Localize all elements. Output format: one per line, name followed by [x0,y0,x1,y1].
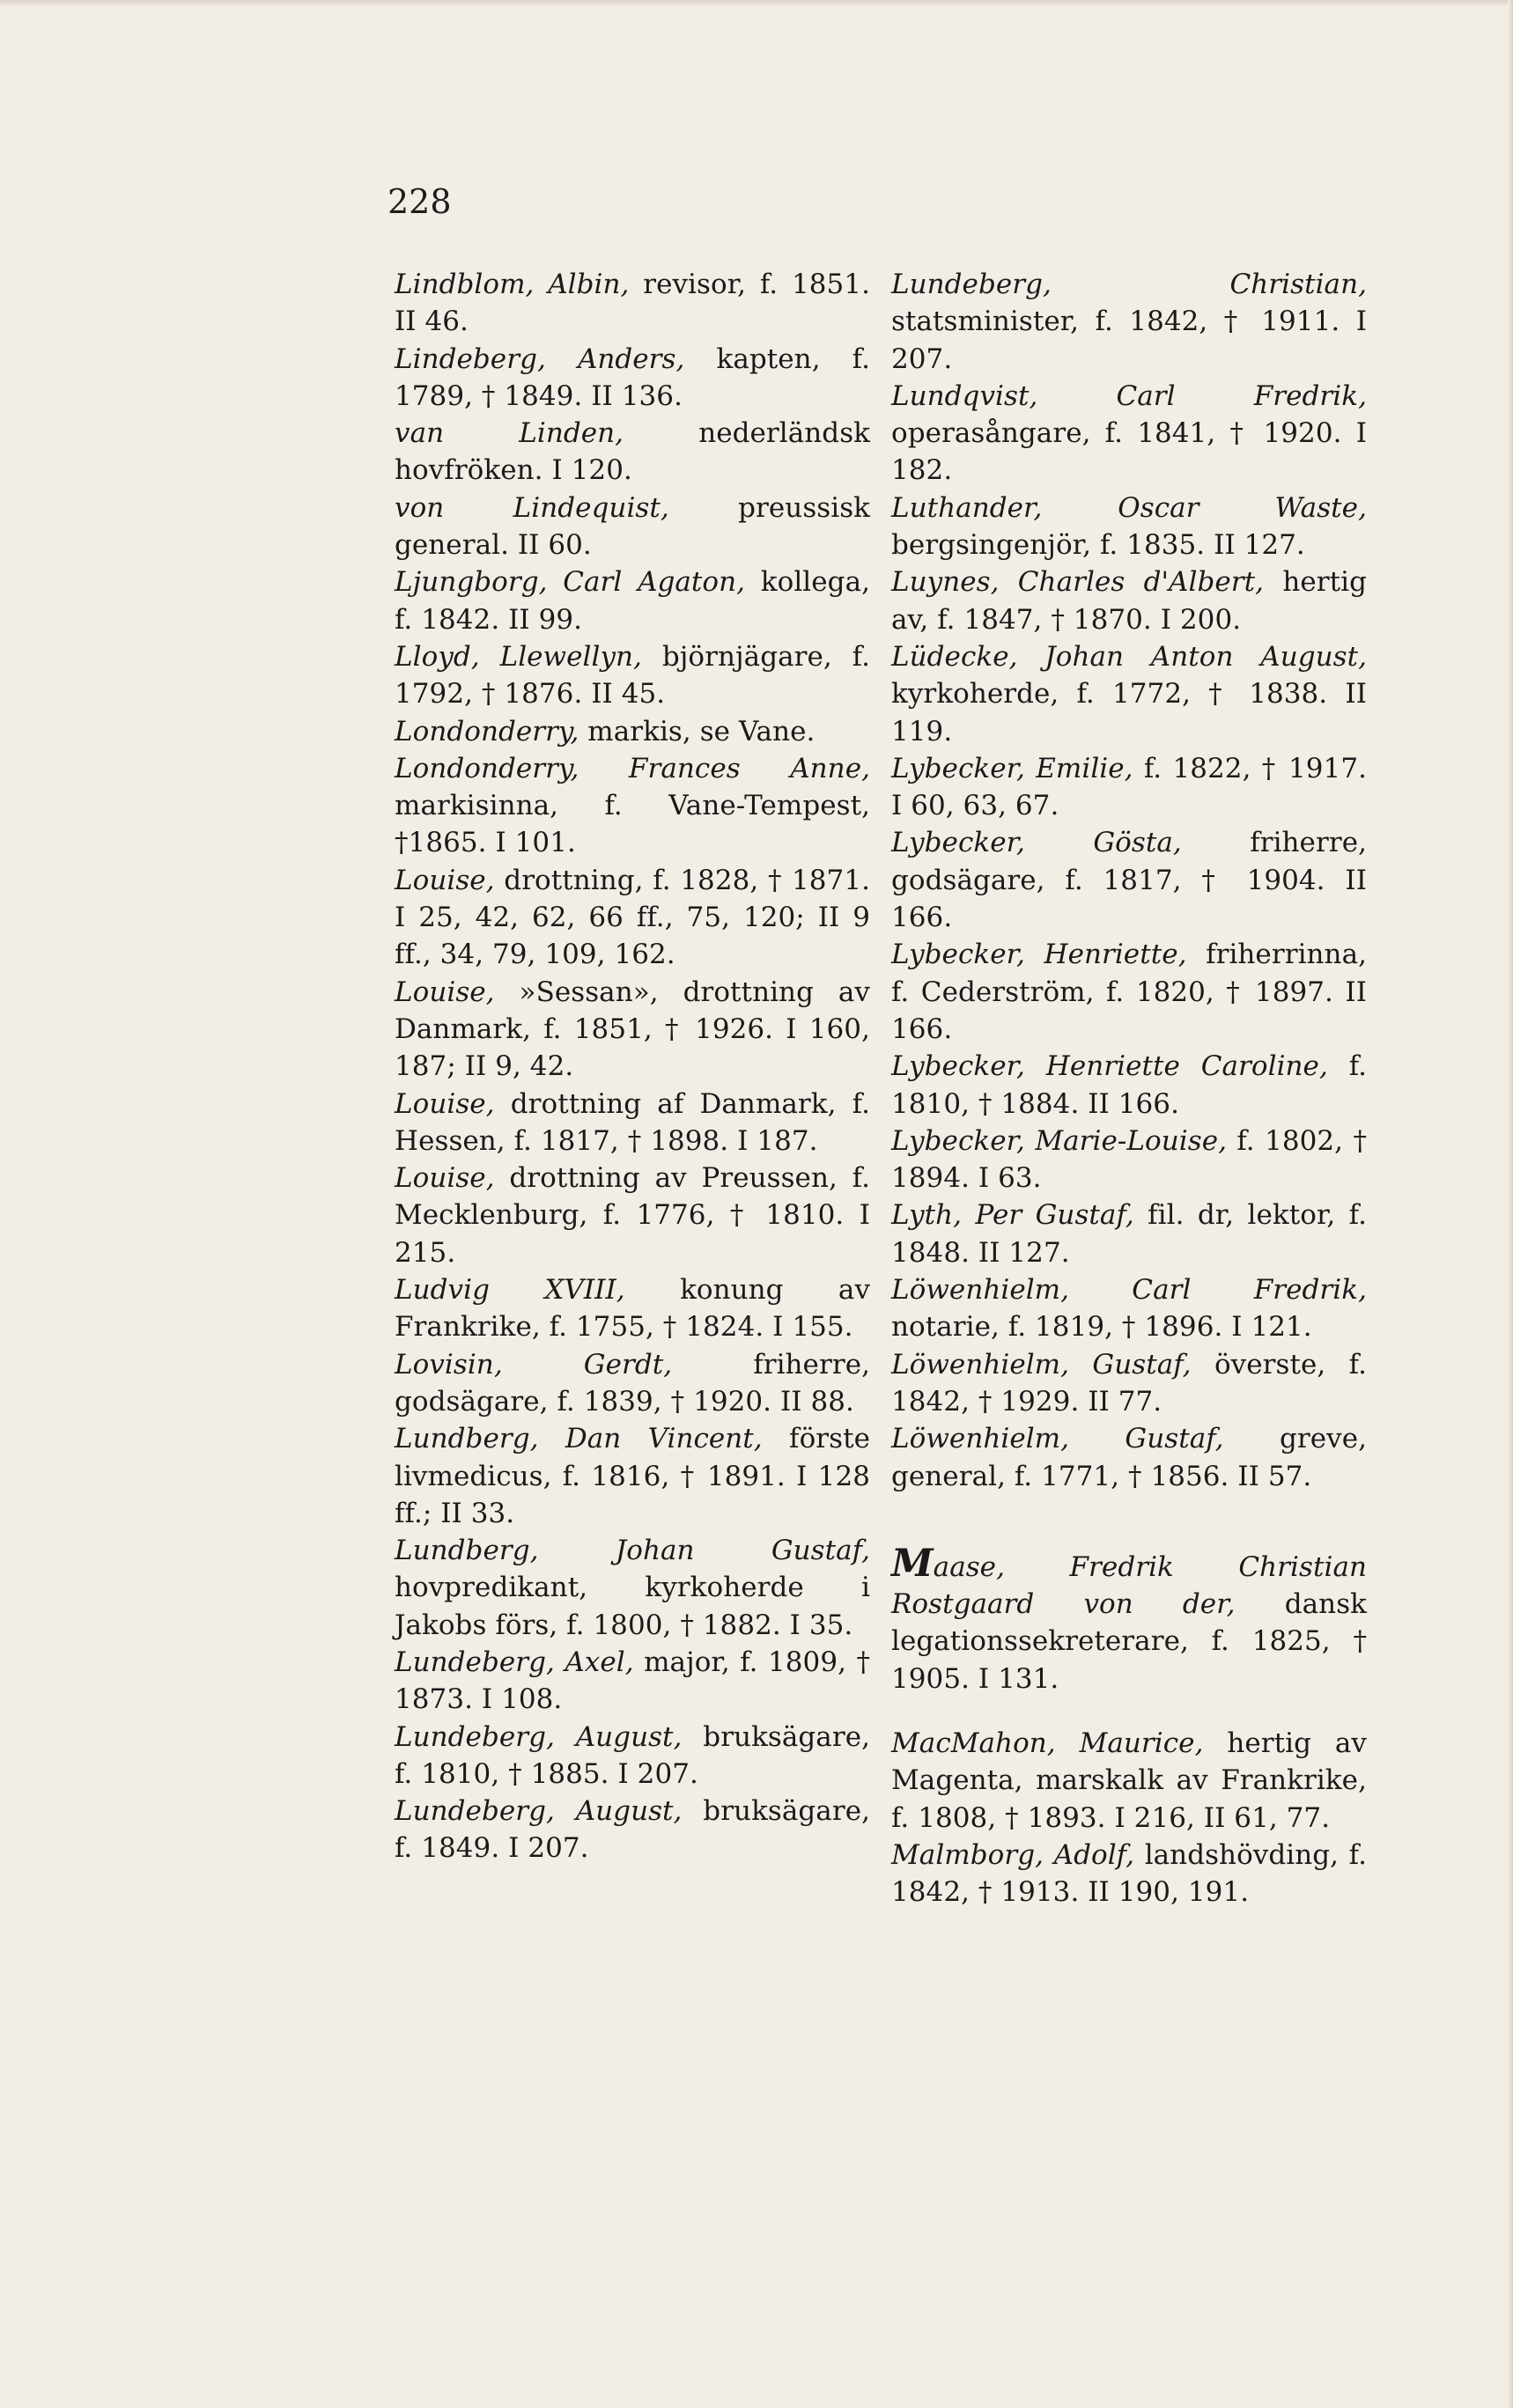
entry-name: Ljungborg, Carl Agaton, [395,566,746,599]
index-entry [395,750,870,862]
index-entry [891,1541,1367,1697]
entry-details: konung av Frankrike, f. 1755, † 1824. I 155. [395,1274,871,1344]
entry-name: Lundeberg, Christian, [891,269,1367,300]
entry-name: aase, Fredrik Christian Rostgaard von der, [891,1550,1367,1621]
entry-name: Louise, [395,1162,495,1195]
entry-name: Lüdecke, Johan Anton August, [891,640,1367,673]
index-entry [395,1271,870,1346]
index-entry [891,936,1367,1048]
index-entry [395,266,870,341]
entry-name: Lybecker, Gösta, [891,827,1182,859]
entry-details: kollega, f. 1842. II 99. [395,566,870,636]
page-number: 228 [387,182,452,221]
entry-details: nederländsk hovfröken. I 120. [395,417,870,487]
index-entry [395,563,870,638]
index-right-column [891,266,1367,1911]
index-entry [395,341,870,416]
entry-details: björnjägare, f. 1792, † 1876. II 45. [395,640,870,711]
entry-name: Ludvig XVIII, [395,1274,625,1307]
entry-details: bruksägare, f. 1849. I 207. [395,1795,870,1865]
index-entry [891,1271,1367,1346]
entry-name: Louise, [395,864,495,896]
index-entry [891,266,1367,378]
entry-name: Louise, [395,976,495,1008]
entry-name: Malmborg, Adolf, [891,1838,1135,1871]
entry-name: Löwenhielm, Gustaf, [891,1348,1192,1381]
entry-details: bruksägare, f. 1810, † 1885. I 207. [395,1720,870,1790]
index-entry [891,490,1367,564]
index-entry [891,1725,1367,1837]
entry-name: Lybecker, Marie-Louise, [891,1124,1227,1157]
entry-details: f. 1802, † 1894. I 63. [891,1124,1367,1195]
index-entry [395,1793,870,1867]
entry-name: Luynes, Charles d'Albert, [891,566,1265,599]
entry-name: Luthander, Oscar Waste, [891,491,1367,524]
entry-details: friherrinna, f. Cederström, f. 1820, † 1897. II 166. [891,939,1367,1045]
index-entry [395,490,870,564]
entry-name: Lundeberg, August, [395,1795,683,1828]
entry-details: statsminister, f. 1842, † 1911. I 207. [891,306,1367,375]
entry-details: drottning af Danmark, f. Hessen, f. 1817, † 1898. I 187. [395,1087,870,1157]
entry-name: Lybecker, Emilie, [891,752,1133,784]
entry-details: preussisk general. II 60. [395,491,870,562]
entry-details: överste, f. 1842, † 1929. II 77. [891,1348,1367,1418]
entry-name: Lundberg, Dan Vincent, [395,1423,763,1455]
entry-name: Lundeberg, Axel, [395,1646,634,1678]
entry-name: Lindblom, Albin, [395,269,630,300]
index-entry [891,1346,1367,1421]
index-entry [395,1086,870,1160]
entry-name: Lundberg, Johan Gustaf, [395,1535,870,1567]
entry-details: kapten, f. 1789, † 1849. II 136. [395,342,871,412]
entry-details: »Sessan», drottning av Danmark, f. 1851, † 1926. I 160, 187; II 9, 42. [395,976,870,1083]
entry-details: f. 1822, † 1917. I 60, 63, 67. [891,752,1368,822]
index-left-column [395,266,870,1867]
entry-name: van Linden, [395,417,624,450]
entry-details: hertig av Magenta, marskalk av Frankrike, f. 1808, † 1893. I 216, II 61, 77. [891,1727,1367,1834]
entry-details: friherre, godsägare, f. 1839, † 1920. II 88. [395,1348,870,1418]
index-entry [891,563,1367,638]
index-entry [395,862,870,974]
index-entry [891,1123,1367,1197]
entry-details: revisor, f. 1851. II 46. [395,269,870,338]
section-initial-m: M [891,1541,934,1586]
index-entry [891,750,1367,825]
entry-name: MacMahon, Maurice, [891,1727,1204,1759]
index-entry [891,1837,1367,1911]
entry-name: von Lindequist, [395,491,669,524]
entry-name: Lindeberg, Anders, [395,342,685,375]
entry-name: Lybecker, Henriette, [891,939,1187,971]
index-entry [395,415,870,490]
index-entry [891,1048,1367,1123]
index-entry [395,1532,870,1644]
entry-details: bergsingenjör, f. 1835. II 127. [891,529,1305,562]
index-entry [891,1420,1367,1495]
page-top-shadow [0,0,1513,7]
entry-name: Londonderry, Frances Anne, [395,752,870,784]
index-entry [395,1644,870,1719]
index-entry [891,378,1367,490]
entry-name: Lovisin, Gerdt, [395,1348,673,1381]
entry-name: Löwenhielm, Carl Fredrik, [891,1274,1367,1307]
entry-details: kyrkoherde, f. 1772, † 1838. II 119. [891,678,1367,747]
entry-details: f. 1810, † 1884. II 166. [891,1050,1368,1120]
entry-details: notarie, f. 1819, † 1896. I 121. [891,1311,1312,1344]
index-entry [891,824,1367,936]
index-entry [891,638,1367,750]
index-entry [395,638,870,713]
entry-details: drottning av Preussen, f. Mecklenburg, f. 1776, † 1810. I 215. [395,1162,870,1269]
index-entry [395,1719,870,1793]
index-entry [891,1197,1367,1271]
entry-name: Lyth, Per Gustaf, [891,1199,1134,1232]
entry-details: dansk legationssekreterare, f. 1825, † 1905. I 131. [891,1588,1367,1695]
entry-name: Lundeberg, August, [395,1720,683,1753]
entry-details: fil. dr, lektor, f. 1848. II 127. [891,1199,1368,1269]
index-entry [395,1160,870,1271]
entry-name: Lundqvist, Carl Fredrik, [891,379,1367,412]
entry-details: major, f. 1809, † 1873. I 108. [395,1646,870,1716]
page-right-shadow [1508,0,1513,2408]
entry-name: Louise, [395,1087,495,1120]
entry-details: förste livmedicus, f. 1816, † 1891. I 128 ff.; II 33. [395,1423,871,1529]
entry-details: drottning, f. 1828, † 1871. I 25, 42, 62, 66 ff., 75, 120; II 9 ff., 34, 79, 109, 162. [395,864,870,971]
entry-name: Löwenhielm, Gustaf, [891,1423,1224,1455]
index-entry [395,1420,870,1532]
index-entry [395,1346,870,1421]
entry-name: Londonderry, [395,715,579,747]
entry-details: operasångare, f. 1841, † 1920. I 182. [891,417,1367,487]
entry-details: hertig av, f. 1847, † 1870. I 200. [891,566,1367,636]
entry-details: friherre, godsägare, f. 1817, † 1904. II 166. [891,827,1367,934]
entry-details: greve, general, f. 1771, † 1856. II 57. [891,1423,1367,1492]
entry-details: landshövding, f. 1842, † 1913. II 190, 191. [891,1838,1368,1909]
entry-details: markisinna, f. Vane-Tempest, †1865. I 101. [395,790,870,859]
index-entry [395,713,870,750]
index-entry [395,974,870,1086]
entry-name: Lybecker, Henriette Caroline, [891,1050,1328,1083]
entry-details: hovpredikant, kyrkoherde i Jakobs förs, f. 1800, † 1882. I 35. [395,1572,870,1641]
entry-name: Lloyd, Llewellyn, [395,640,642,673]
entry-details: markis, se Vane. [587,715,816,747]
